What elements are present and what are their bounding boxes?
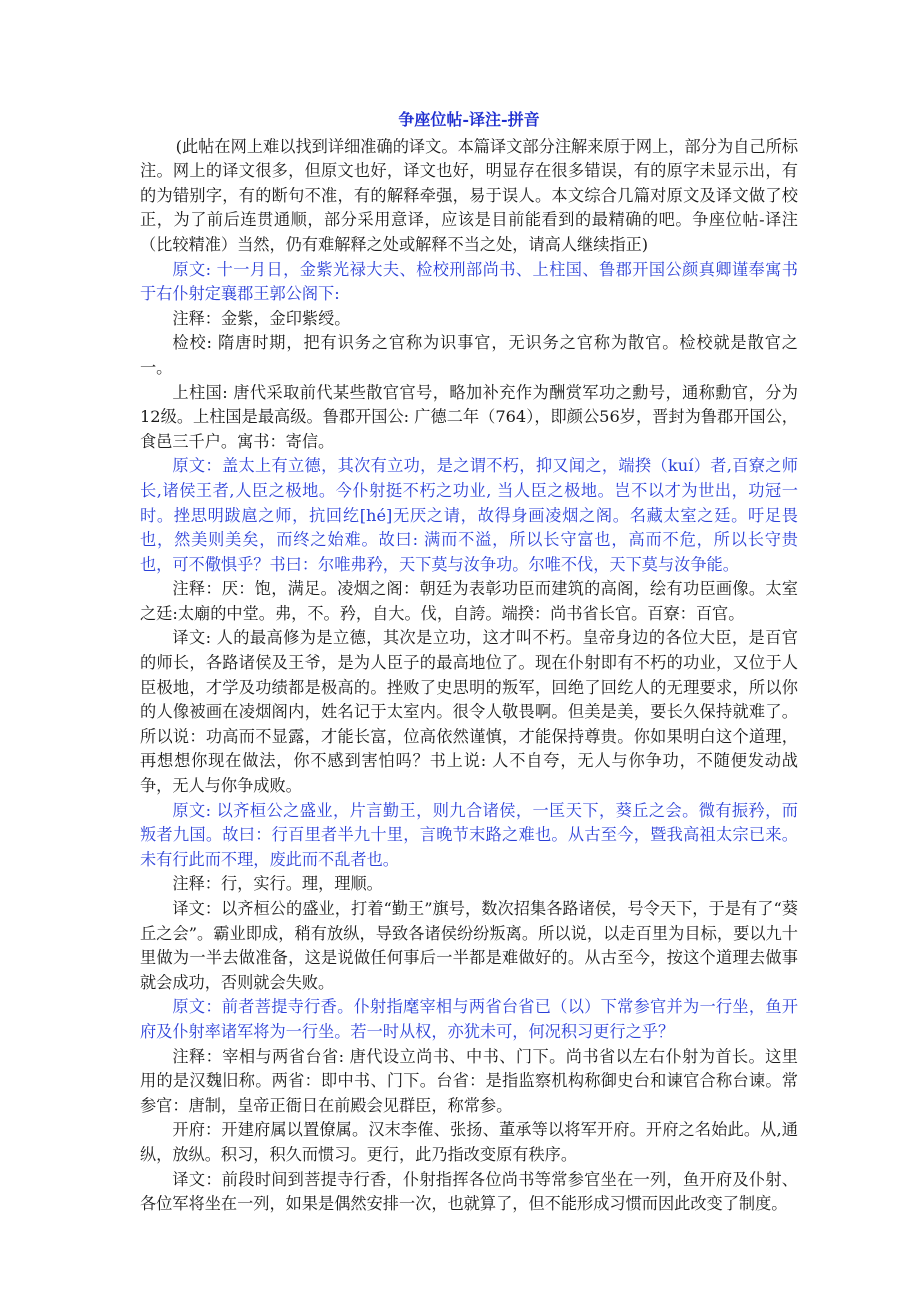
original-text-paragraph: 原文: 十一月日，金紫光禄大夫、检校刑部尚书、上柱国、鲁郡开国公颜真卿谨奉寓书于右仆射定襄郡王郭公阁下: [140, 259, 798, 304]
annotation-paragraph: 检校: 隋唐时期，把有识务之官称为识事官，无识务之官称为散官。检校就是散官之一。 [140, 333, 798, 377]
translation-paragraph: 译文：前段时间到菩提寺行香，仆射指挥各位尚书等常参官坐在一列，鱼开府及仆射、各位军将坐在一列，如果是偶然安排一次，也就算了，但不能形成习惯而因此改变了制度。 [140, 1169, 798, 1214]
document-title: 争座位帖-译注-拼音 [398, 110, 540, 129]
annotation-paragraph: 注释：宰相与两省台省: 唐代设立尚书、中书、门下。尚书省以左右仆射为首长。这里用的是汉魏旧称。两省：即中书、门下。台省：是指监察机构称御史台和谏官合称台谏。常参官：唐制，皇帝正衙日在前殿会见群臣，称常参。 [140, 1046, 798, 1115]
translation-paragraph: 译文: 人的最高修为是立德，其次是立功，这才叫不朽。皇帝身边的各位大臣，是百官的师长，各路诸侯及王爷，是为人臣子的最高地位了。现在仆射即有不朽的功业，又位于人臣极地，才学及功绩都是极高的。挫败了史思明的叛军，回绝了回纥人的无理要求，所以你的人像被画在凌烟阁内，姓名记于太室内。很令人敬畏啊。但美是美，要长久保持就难了。所以说：功高而不显露，才能长富，位高依然谨慎，才能保持尊贵。你如果明白这个道理，再想想你现在做法，你不感到害怕吗？书上说: 人不自夸，无人与你争功，不随便发动战争，无人与你争成败。 [140, 628, 798, 796]
annotation-paragraph: 注释：行，实行。理，理顺。 [172, 874, 383, 894]
document-page [140, 108, 798, 1217]
annotation-paragraph: 上柱国: 唐代采取前代某些散官官号，略加补充作为酬赏军功之勳号，通称勳官，分为12级。上柱国是最高级。鲁郡开国公: 广德二年（764），即颜公56岁，晋封为鲁郡开国公，食邑三千户。寓书：寄信。 [140, 382, 798, 451]
original-text-paragraph: 原文：前者菩提寺行香。仆射指麾宰相与两省台省已（以）下常参官并为一行坐，鱼开府及仆射率诸军将为一行坐。若一时从权，亦犹未可，何况积习更行之乎？ [140, 997, 798, 1041]
translation-paragraph: 译文：以齐桓公的盛业，打着“勤王”旗号，数次招集各路诸侯，号令天下，于是有了“葵丘之会”。霸业即成，稍有放纵，导致各诸侯纷纷叛离。所以说，以走百里为目标，要以九十里做为一半去做准备，这是说做任何事后一半都是难做好的。从古至今，按这个道理去做事就会成功，否则就会失败。 [140, 899, 798, 992]
annotation-paragraph: 开府：开建府属以置僚属。汉末李傕、张扬、董承等以将军开府。开府之名始此。从,通纵，放纵。积习，积久而惯习。更行，此乃指改变原有秩序。 [140, 1120, 798, 1164]
annotation-paragraph: 注释：金紫，金印紫绶。 [172, 308, 351, 328]
original-text-paragraph: 原文：盖太上有立德，其次有立功，是之谓不朽，抑又闻之，端揆（kuí）者,百寮之师长,诸侯王者,人臣之极地。今仆射挺不朽之功业, 当人臣之极地。岂不以才为世出，功冠一时。挫思明跋扈之师，抗回纥[hé]无厌之请，故得身画凌烟之阁。名藏太室之廷。吁足畏也，然美则美矣，而终之始难。故曰: 满而不溢，所以长守富也，高而不危，所以长守贵也，可不儆惧乎？书曰：尔唯弗矜，天下莫与汝争功。尔唯不伐，天下莫与汝争能。 [140, 456, 798, 574]
annotation-paragraph: 注释：厌：饱，满足。凌烟之阁：朝廷为表彰功臣而建筑的高阁，绘有功臣画像。太室之廷:太廟的中堂。弗，不。矜，自大。伐，自誇。端揆：尚书省长官。百寮：百官。 [140, 579, 798, 623]
original-text-paragraph: 原文: 以齐桓公之盛业，片言勤王，则九合诸侯，一匡天下，葵丘之会。微有振矜，而叛者九国。故曰：行百里者半九十里，言晚节末路之难也。从古至今，暨我高祖太宗已来。未有行此而不理，废此而不乱者也。 [140, 800, 798, 869]
intro-paragraph: (此帖在网上难以找到详细准确的译文。本篇译文部分注解来原于网上，部分为自己所标注。网上的译文很多，但原文也好，译文也好，明显存在很多错误，有的原字未显示出，有的为错别字，有的断句不准，有的解释牵强，易于误人。本文综合几篇对原文及译文做了校正，为了前后连贯通顺，部分采用意译，应该是目前能看到的最精确的吧。争座位帖-译注（比较精准）当然，仍有难解释之处或解释不当之处，请高人继续指正) [140, 136, 798, 254]
